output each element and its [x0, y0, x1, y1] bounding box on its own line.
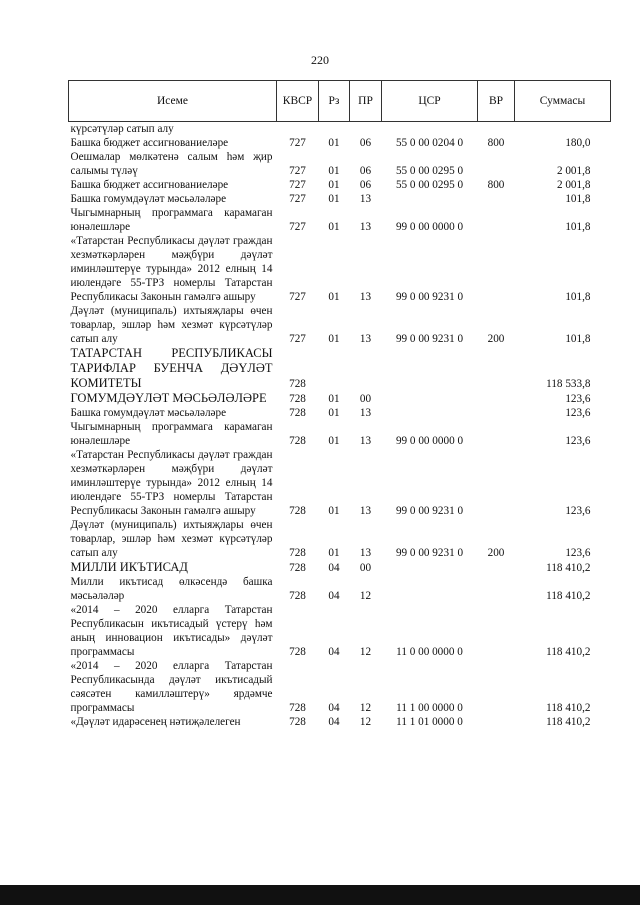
row-kvsr: 727 [289, 137, 306, 149]
row-name: Дәүләт (муниципаль) ихтыяҗлары өчен товарлар, эшләр һәм хезмәт күрсәтүләр сатып алу [70, 305, 273, 345]
row-rz: 01 [328, 291, 340, 303]
row-name: «Дәүләт идарәсенең нәтиҗәлелеген [70, 716, 241, 728]
row-vr [478, 206, 515, 234]
row-name: ГОМУМДӘҮЛӘТ МӘСЬӘЛӘЛӘРЕ [70, 391, 267, 405]
row-csr: 11 1 01 0000 0 [396, 716, 463, 728]
row-vr: 800 [487, 137, 505, 149]
row-vr: 200 [487, 547, 505, 559]
row-name: Дәүләт (муниципаль) ихтыяҗлары өчен товарлар, эшләр һәм хезмәт күрсәтүләр сатып алу [70, 519, 273, 559]
row-csr [382, 192, 478, 206]
row-rz: 01 [328, 221, 340, 233]
row-sum: 123,6 [565, 547, 591, 559]
row-sum: 118 410,2 [546, 702, 591, 714]
row-sum: 123,6 [565, 505, 591, 517]
row-sum: 180,0 [565, 137, 591, 149]
row-sum: 101,8 [565, 291, 591, 303]
row-kvsr: 728 [289, 505, 306, 517]
row-sum: 101,8 [565, 221, 591, 233]
row-kvsr: 727 [289, 165, 306, 177]
row-name: Башка бюджет ассигнованиеләре [70, 179, 229, 191]
row-pr: 13 [359, 505, 372, 517]
row-name: «Татарстан Республикасы дәүләт граждан хезмәткәрләрен мәҗбүри дәүләт иминләштерүе турында» 2012 елның 14 июлендәге 55-ТРЗ номерлы Татарстан Республикасы Законын гамәлгә ашыру [70, 235, 273, 303]
row-sum: 118 410,2 [546, 562, 591, 574]
row-csr: 99 0 00 9231 0 [395, 505, 464, 517]
row-csr: 99 0 00 0000 0 [395, 435, 464, 447]
row-kvsr: 728 [289, 407, 306, 419]
row-kvsr: 727 [289, 221, 306, 233]
row-sum: 118 410,2 [546, 590, 591, 602]
row-rz: 01 [328, 393, 340, 405]
row-pr: 06 [359, 165, 372, 177]
row-vr [478, 575, 515, 603]
col-header-pr: ПР [350, 81, 382, 122]
row-sum: 118 410,2 [546, 716, 591, 728]
row-kvsr: 728 [289, 378, 306, 390]
table-row [69, 603, 611, 659]
row-rz: 04 [328, 716, 340, 728]
row-vr [478, 560, 515, 575]
row-csr [382, 122, 478, 137]
row-csr [382, 346, 478, 391]
row-csr: 55 0 00 0204 0 [395, 137, 464, 149]
row-kvsr: 727 [289, 193, 306, 205]
col-header-kvsr: КВСР [277, 81, 319, 122]
row-vr [478, 192, 515, 206]
row-name: «2014 – 2020 елларга Татарстан Республикасын икътисадый үстерү һәм аның инновацион икътисады» дәүләт программасы [70, 604, 273, 658]
row-csr: 11 0 00 0000 0 [396, 646, 463, 658]
row-pr [350, 346, 382, 391]
row-pr: 13 [359, 547, 372, 559]
table-row [69, 206, 611, 234]
row-csr: 55 0 00 0295 0 [395, 165, 464, 177]
col-header-csr: ЦСР [382, 81, 478, 122]
row-vr [478, 603, 515, 659]
row-sum: 123,6 [565, 393, 591, 405]
col-header-name: Исеме [69, 81, 277, 122]
row-name: Оешмалар мөлкәтенә салым һәм җир салымы түләү [70, 151, 273, 177]
row-pr: 00 [359, 562, 372, 574]
row-vr [478, 659, 515, 715]
row-pr: 06 [359, 179, 372, 191]
row-vr: 800 [487, 179, 505, 191]
row-kvsr: 728 [289, 716, 306, 728]
row-name: Чыгымнарның программага карамаган юнәлешләре [70, 421, 273, 447]
row-csr: 11 1 00 0000 0 [396, 702, 463, 714]
row-rz: 01 [328, 137, 340, 149]
row-name: «Татарстан Республикасы дәүләт граждан хезмәткәрләрен мәҗбүри дәүләт иминләштерүе турында» 2012 елның 14 июлендәге 55-ТРЗ номерлы Татарстан Республикасы Законын гамәлгә ашыру [70, 449, 273, 517]
row-rz: 01 [328, 505, 340, 517]
row-csr [382, 575, 478, 603]
row-csr [382, 406, 478, 420]
row-name: күрсәтүләр сатып алу [70, 123, 174, 135]
row-name: ТАТАРСТАН РЕСПУБЛИКАСЫ ТАРИФЛАР БУЕНЧА ДӘҮЛӘТ КОМИТЕТЫ [70, 346, 273, 390]
budget-table [68, 80, 611, 729]
row-kvsr: 727 [289, 291, 306, 303]
row-csr [382, 560, 478, 575]
row-kvsr: 728 [289, 646, 306, 658]
row-pr: 12 [359, 590, 372, 602]
row-name: «2014 – 2020 елларга Татарстан Республикасында дәүләт икътисадый сәясәтен камилләштерү» ярдәмче программасы [70, 660, 273, 714]
row-name: МИЛЛИ ИКЪТИСАД [70, 560, 188, 574]
table-row [69, 420, 611, 448]
row-pr: 13 [359, 291, 372, 303]
table-row [69, 122, 611, 137]
row-pr: 12 [359, 716, 372, 728]
row-rz: 01 [328, 435, 340, 447]
row-rz: 01 [328, 179, 340, 191]
row-sum: 101,8 [565, 193, 591, 205]
row-rz: 01 [328, 333, 340, 345]
row-rz: 01 [328, 407, 340, 419]
row-vr [478, 391, 515, 406]
row-kvsr: 727 [289, 333, 306, 345]
table-row [69, 560, 611, 575]
col-header-rz: Рз [319, 81, 350, 122]
row-vr [478, 346, 515, 391]
table-body [69, 122, 611, 730]
row-pr: 12 [359, 646, 372, 658]
row-sum: 101,8 [565, 333, 591, 345]
row-rz: 04 [328, 590, 340, 602]
row-rz: 04 [328, 702, 340, 714]
table-row [69, 178, 611, 192]
row-sum: 123,6 [565, 435, 591, 447]
table-row [69, 304, 611, 346]
table-row [69, 150, 611, 178]
row-rz: 04 [328, 646, 340, 658]
row-pr: 13 [359, 193, 372, 205]
row-csr: 99 0 00 9231 0 [395, 547, 464, 559]
row-kvsr [277, 122, 319, 137]
row-csr: 99 0 00 0000 0 [395, 221, 464, 233]
row-vr [478, 150, 515, 178]
row-rz: 01 [328, 193, 340, 205]
row-vr [478, 406, 515, 420]
col-header-sum: Суммасы [515, 81, 611, 122]
row-vr [478, 715, 515, 729]
table-row [69, 715, 611, 729]
table-row [69, 575, 611, 603]
row-name: Чыгымнарның программага карамаган юнәлешләре [70, 207, 273, 233]
row-pr: 12 [359, 702, 372, 714]
row-kvsr: 728 [289, 393, 306, 405]
table-row [69, 234, 611, 304]
row-name: Башка гомумдәүләт мәсьәләләре [70, 193, 227, 205]
row-kvsr: 728 [289, 562, 306, 574]
table-row [69, 192, 611, 206]
row-vr [478, 122, 515, 137]
row-pr: 06 [359, 137, 372, 149]
row-kvsr: 727 [289, 179, 306, 191]
col-header-vr: ВР [478, 81, 515, 122]
row-sum: 2 001,8 [556, 179, 591, 191]
row-rz: 01 [328, 165, 340, 177]
row-csr: 99 0 00 9231 0 [395, 291, 464, 303]
row-name: Милли икътисад өлкәсендә башка мәсьәләләр [70, 576, 273, 602]
row-pr: 00 [359, 393, 372, 405]
row-pr: 13 [359, 333, 372, 345]
table-row [69, 391, 611, 406]
row-name: Башка гомумдәүләт мәсьәләләре [70, 407, 227, 419]
table-row [69, 518, 611, 560]
row-sum [515, 122, 611, 137]
row-vr: 200 [487, 333, 505, 345]
table-row [69, 406, 611, 420]
table-header [69, 81, 611, 122]
table-row [69, 659, 611, 715]
row-csr [382, 391, 478, 406]
row-rz [319, 122, 350, 137]
table-row [69, 448, 611, 518]
row-csr: 99 0 00 9231 0 [395, 333, 464, 345]
row-kvsr: 728 [289, 702, 306, 714]
row-sum: 123,6 [565, 407, 591, 419]
scan-bottom-edge [0, 885, 640, 905]
row-sum: 118 410,2 [546, 646, 591, 658]
table-row [69, 346, 611, 391]
row-pr: 13 [359, 407, 372, 419]
row-rz: 04 [328, 562, 340, 574]
row-vr [478, 420, 515, 448]
row-kvsr: 728 [289, 435, 306, 447]
row-pr [350, 122, 382, 137]
table-row [69, 136, 611, 150]
row-rz: 01 [328, 547, 340, 559]
row-sum: 118 533,8 [546, 378, 591, 390]
row-kvsr: 728 [289, 590, 306, 602]
row-vr [478, 448, 515, 518]
row-pr: 13 [359, 435, 372, 447]
row-vr [478, 234, 515, 304]
row-name: Башка бюджет ассигнованиеләре [70, 137, 229, 149]
row-csr: 55 0 00 0295 0 [395, 179, 464, 191]
row-rz [319, 346, 350, 391]
row-kvsr: 728 [289, 547, 306, 559]
row-sum: 2 001,8 [556, 165, 591, 177]
row-pr: 13 [359, 221, 372, 233]
page-number: 220 [311, 53, 329, 67]
